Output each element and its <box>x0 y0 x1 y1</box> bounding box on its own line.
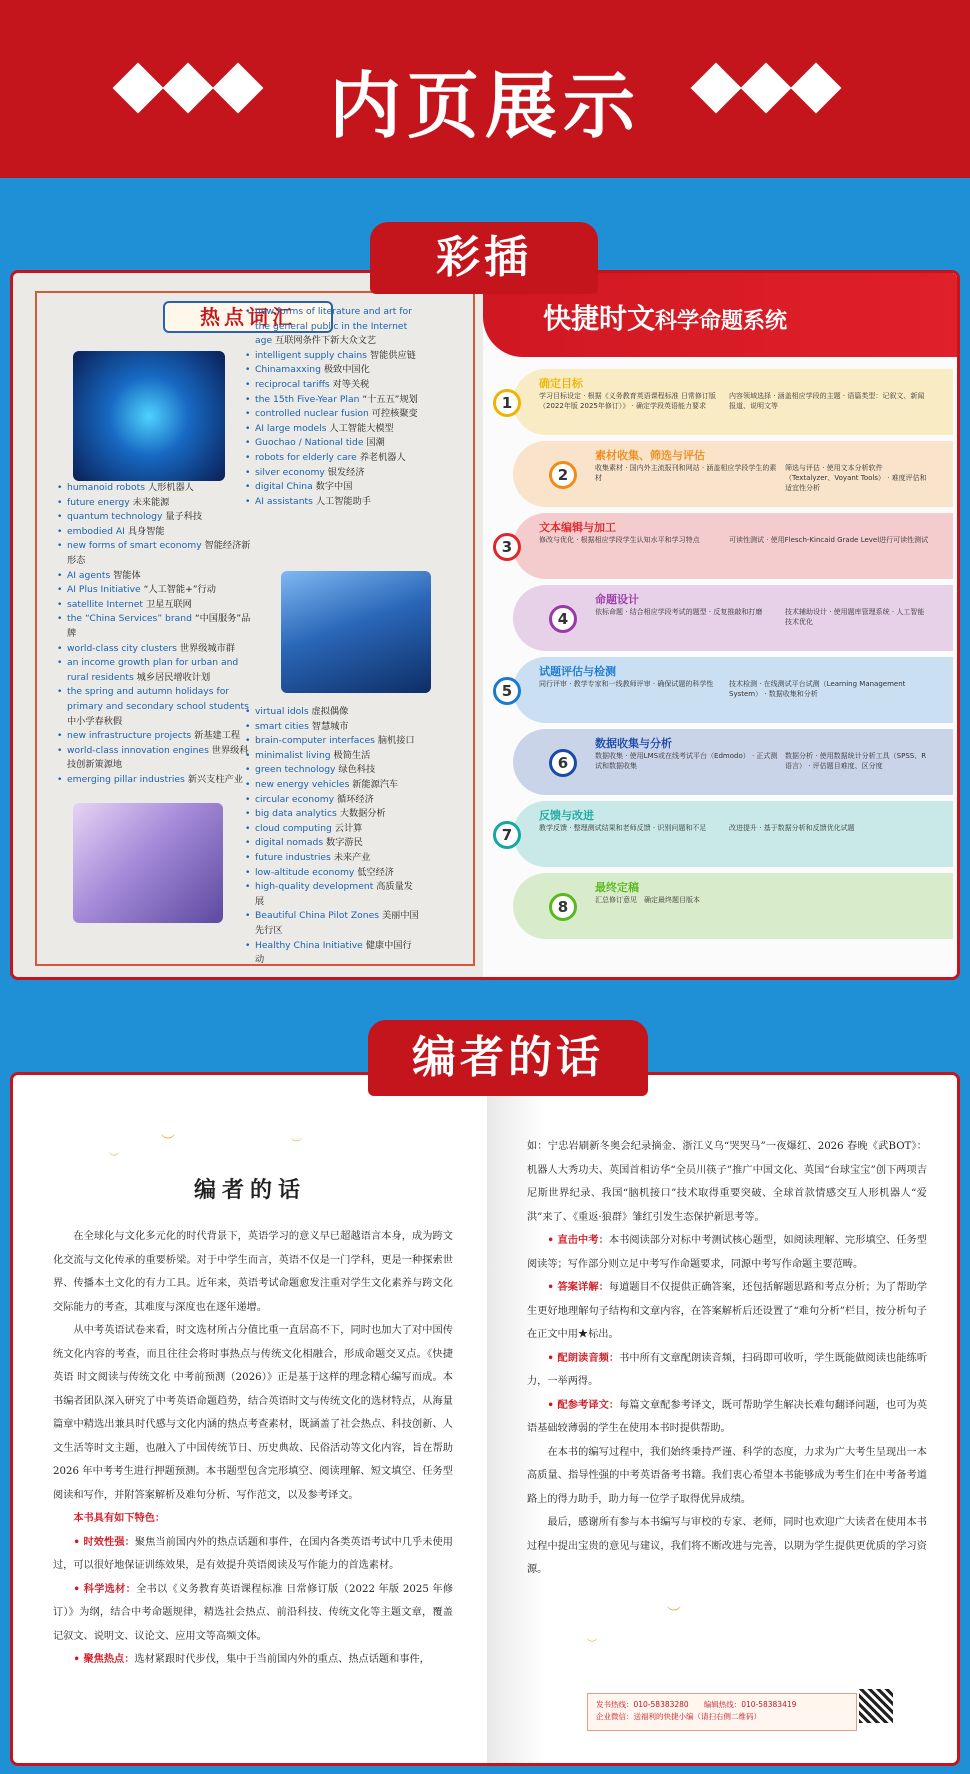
vocab-item <box>245 466 420 481</box>
vocab-chinese: 城乡居民增收计划 <box>133 671 211 683</box>
preface-left-text <box>53 1225 453 1672</box>
diamond-icon <box>691 63 742 114</box>
preface-paragraph: 如：宁忠岩刷新冬奥会纪录摘金、浙江义乌“哭哭马”一夜爆红、2026 春晚《武BOT》：机器人大秀功夫、英国首相访华“全员川筷子”推广中国文化、英国“台球宝宝”创下两项吉尼斯世界纪录、我国“脑机接口”技术取得重要突破、全球首款情感交互人形机器人“爱洪”来了、《重返·狼群》雏红引发生态保护新思考等。 <box>527 1141 927 1223</box>
vocab-chinese: 智能供应链 <box>366 349 416 361</box>
vocab-chinese: 美丽中国先行区 <box>255 910 419 936</box>
vocab-list-a <box>57 481 257 787</box>
vocab-item <box>245 866 420 881</box>
vocab-english: satellite Internet <box>67 598 143 610</box>
vocab-item <box>245 407 420 422</box>
vocab-chinese: “人工智能+”行动 <box>140 584 216 596</box>
process-step <box>483 513 953 579</box>
process-step <box>483 369 953 435</box>
vocab-english: future industries <box>255 851 331 863</box>
feature-label: 直击中考： <box>557 1234 609 1246</box>
vocab-english: emerging pillar industries <box>67 773 185 785</box>
vocab-item <box>245 807 420 822</box>
vocab-item <box>57 612 257 641</box>
vocab-english: Guochao / National tide <box>255 437 364 449</box>
vocab-english: minimalist living <box>255 749 331 761</box>
vocab-chinese: 中小学春秋假 <box>67 715 123 727</box>
book-spread-color-pages <box>10 270 960 980</box>
feature-bullet-icon: • <box>73 1582 84 1595</box>
vocab-chinese: 互联网条件下新大众文艺 <box>272 335 377 347</box>
vocab-english: world-class city clusters <box>67 642 177 654</box>
feature-text: 每道题目不仅提供正确答案，还包括解题思路和考点分析；为了帮助学生更好地理解句子结构和文章内容，在答案解析后还设置了“难句分析”栏目，按分析句子在正文中用★标出。 <box>527 1282 927 1340</box>
bird-icon: ︶ <box>667 1606 681 1622</box>
vocab-english: Chinamaxxing <box>255 364 321 376</box>
vocab-item <box>57 729 257 744</box>
vocab-english: the “China Services” brand <box>67 613 192 625</box>
system-page <box>483 273 960 977</box>
vocab-item <box>57 744 257 773</box>
vocab-item <box>245 363 420 378</box>
feature-label: 配参考译文： <box>557 1398 620 1411</box>
vocab-chinese: 极致中国化 <box>320 364 370 376</box>
process-step <box>483 585 953 651</box>
step-band <box>513 873 953 939</box>
vocab-item <box>57 481 257 496</box>
feature-text: 书中所有文章配朗读音频，扫码即可收听，学生既能做阅读也能练听力，一举两得。 <box>527 1352 927 1387</box>
illustration-car-image <box>281 571 431 693</box>
preface-paragraph: 最后，感谢所有参与本书编写与审校的专家、老师，同时也欢迎广大读者在使用本书过程中提出宝贵的意见与建议，我们将不断改进与完善，以期为学生提供更优质的学习资源。 <box>527 1517 927 1575</box>
step-number-badge: 6 <box>549 749 577 777</box>
vocab-english: new forms of literature and art for the general public in the Internet age <box>255 306 412 347</box>
feature-label: 答案详解： <box>557 1281 609 1293</box>
vocab-item <box>245 393 420 408</box>
vocab-chinese: 极简生活 <box>330 749 371 761</box>
book-spread-preface <box>10 1072 960 1766</box>
vocab-english: future energy <box>67 496 130 508</box>
vocab-english: embodied AI <box>67 525 125 537</box>
step-detail: 内容领域选择 · 涵盖相应学段的主题 · 语篇类型：记叙文、新闻报道、说明文等 <box>729 392 925 410</box>
vocab-item <box>245 909 420 938</box>
step-number-badge: 1 <box>493 389 521 417</box>
vocab-chinese: 智能体 <box>110 569 141 581</box>
vocab-english: humanoid robots <box>67 482 146 493</box>
vocab-chinese: 循环经济 <box>334 793 374 805</box>
vocab-chinese: 人工智能助手 <box>312 495 371 507</box>
step-title: 素材收集、筛选与评估 <box>595 449 705 462</box>
feature-paragraph <box>53 1531 453 1578</box>
vocab-chinese: 对等关税 <box>329 378 370 390</box>
step-detail: 改进提升 · 基于数据分析和反馈优化试题 <box>729 824 855 832</box>
vocab-english: virtual idols <box>255 706 309 717</box>
feature-label: 时效性强： <box>83 1535 135 1548</box>
vocab-english: circular economy <box>255 793 335 805</box>
step-number-badge: 8 <box>549 893 577 921</box>
vocab-item <box>245 880 420 909</box>
vocab-chinese: 国潮 <box>363 437 385 449</box>
system-title-main: 快捷时文 <box>543 302 656 335</box>
vocab-english: AI assistants <box>255 495 313 507</box>
vocab-item <box>245 778 420 793</box>
vocab-english: an income growth plan for urban and rural residents <box>67 657 239 683</box>
vocab-item <box>245 436 420 451</box>
vocab-chinese: 健康中国行动 <box>255 939 412 966</box>
vocab-chinese: 智能经济新形态 <box>67 540 251 566</box>
vocab-chinese: 量子科技 <box>162 511 203 523</box>
page-title: 内页展示 <box>328 64 641 148</box>
vocab-english: Beautiful China Pilot Zones <box>255 910 380 922</box>
vocab-item <box>245 939 420 968</box>
vocab-item <box>57 583 257 598</box>
feature-text: 聚焦当前国内外的热点话题和事件，在国内各类英语考试中几乎未使用过，可以很好地保证训练效果，是有效提升英语阅读及写作能力的首选素材。 <box>53 1536 453 1571</box>
vocab-english: AI agents <box>67 569 111 581</box>
hot-words-title: 热点词汇 <box>163 301 333 333</box>
step-detail: 依标命题 · 结合相应学段考试的题型 · 反复推敲和打磨 <box>595 608 763 616</box>
hot-words-page <box>13 273 483 977</box>
vocab-item <box>245 378 420 393</box>
vocab-item <box>245 749 420 764</box>
process-step <box>483 441 953 507</box>
vocab-item <box>245 734 420 749</box>
vocab-item <box>245 720 420 735</box>
illustration-robot-image <box>73 803 223 923</box>
vocab-chinese: 低空经济 <box>354 866 394 878</box>
qr-code-icon[interactable] <box>857 1687 895 1725</box>
system-title-sub: 科学命题系统 <box>655 309 788 334</box>
feature-bullet-icon: • <box>547 1234 558 1246</box>
step-detail: 可读性测试 · 使用Flesch-Kincaid Grade Level进行可读性测试 <box>729 536 929 544</box>
vocab-item <box>57 598 257 613</box>
vocab-english: robots for elderly care <box>255 451 357 463</box>
vocab-english: new infrastructure projects <box>67 730 192 742</box>
vocab-item <box>245 480 420 495</box>
vocab-chinese: 未来产业 <box>330 851 371 863</box>
vocab-english: new energy vehicles <box>255 778 350 790</box>
vocab-chinese: 未来能源 <box>129 496 170 508</box>
system-title <box>543 297 787 337</box>
vocab-item <box>245 705 420 720</box>
feature-paragraph <box>53 1648 453 1672</box>
step-number-badge: 5 <box>493 677 521 705</box>
step-number-badge: 4 <box>549 605 577 633</box>
vocab-english: AI large models <box>255 422 327 434</box>
vocab-item <box>245 822 420 837</box>
step-number-badge: 3 <box>493 533 521 561</box>
vocab-item <box>245 349 420 364</box>
step-detail: 收集素材 · 国内外主流报刊和网站 · 涵盖相应学段学生的素材 <box>595 464 777 482</box>
preface-title: 编者的话 <box>193 1177 306 1203</box>
vocab-chinese: 世界级科技创新策源地 <box>67 744 249 771</box>
feature-label: 科学选材： <box>83 1582 137 1595</box>
feature-text: 全书以《义务教育英语课程标准 日常修订版（2022 年版 2025 年修订）》为纲，结合中考命题规律，精选社会热点、前沿科技、传统文化等主题文章，覆盖记叙文、说明文、议论文、应用文等高频文体。 <box>53 1583 454 1642</box>
decor-diamonds-right <box>698 70 834 106</box>
preface-paragraph: 在全球化与文化多元化的时代背景下，英语学习的意义早已超越语言本身，成为跨文化交流与文化传承的重要桥梁。对于中学生而言，英语不仅是一门学科，更是一种探索世界、传播本土文化的有力工具。近年来，英语考试命题愈发注重对学生文化素养与跨文化交际能力的考查，其难度与深度也在逐年递增。 <box>53 1231 453 1313</box>
feature-bullet-icon: • <box>547 1281 558 1293</box>
step-title: 数据收集与分析 <box>595 737 672 750</box>
vocab-chinese: 新基建工程 <box>191 730 241 742</box>
feature-text: 每篇文章配参考译文，既可帮助学生解决长难句翻译问题，也可为英语基础较薄弱的学生在使用本书时提供帮助。 <box>527 1399 927 1434</box>
contact-box <box>587 1693 857 1731</box>
vocab-item <box>57 539 257 568</box>
vocab-chinese: “十五五”规划 <box>359 393 418 405</box>
vocab-english: brain-computer interfaces <box>255 735 375 747</box>
vocab-chinese: 卫星互联网 <box>143 598 192 610</box>
vocab-english: reciprocal tariffs <box>255 378 330 390</box>
vocab-chinese: 可控核聚变 <box>368 408 418 420</box>
vocab-item <box>57 496 257 511</box>
contact-line-2: 企业微信：送福利的快捷小编（请扫右侧二维码） <box>596 1712 761 1721</box>
diamond-icon <box>741 63 792 114</box>
bird-icon: ︶ <box>109 1153 119 1164</box>
vocab-english: new forms of smart economy <box>67 540 202 552</box>
feature-paragraph <box>527 1394 927 1441</box>
vocab-item <box>57 656 257 685</box>
step-detail: 修改与优化 · 根据相应学段学生认知水平和学习特点 <box>539 536 700 544</box>
vocab-chinese: 人形机器人 <box>145 482 194 493</box>
step-detail: 数据收集 · 使用LMS或在线考试平台（Edmodo） · 正式测试和数据收集 <box>595 752 778 770</box>
step-detail: 同行评审 · 教学专家和一线教师评审 · 确保试题的科学性 <box>539 680 714 688</box>
vocab-item <box>57 642 257 657</box>
illustration-cubes-image <box>73 351 225 481</box>
step-detail: 技术辅助设计 · 使用题库管理系统 · 人工智能技术优化 <box>785 608 925 626</box>
vocab-item <box>57 569 257 584</box>
feature-bullet-icon: • <box>547 1351 558 1364</box>
vocab-english: digital nomads <box>255 837 324 849</box>
preface-paragraph: 从中考英语试卷来看，时文选材所占分值比重一直居高不下，同时也加大了对中国传统文化内容的考查，而且往往会将时事热点与传统文化相融合，形成命题交叉点。《快捷英语 时文阅读与传统文化 中考前预测（2026）》正是基于这样的理念精心编写而成。本书编者团队深入研究了中考英语命题趋势，结合英语时文与传统文化的选材特点，从海量篇章中精选出兼具时代感与文化内涵的热点考查素材，既涵盖了社会热点、科技创新、人文生活等时文主题，也融入了中国传统节日、历史典故、民俗活动等文化内容，旨在帮助 2026 年中考考生进行押题预测。本书题型包含完形填空、阅读理解、短文填空、任务型阅读和写作，并附答案解析及难句分析、写作范文，以及参考译文。 <box>53 1325 453 1501</box>
vocab-chinese: 云计算 <box>331 822 363 834</box>
feature-text: 选材紧跟时代步伐，集中于当前国内外的重点、热点话题和事件， <box>134 1654 430 1665</box>
step-detail: 技术检测 · 在线测试平台试测（Learning Management System） · 数据收集和分析 <box>729 680 906 698</box>
vocab-chinese: 新能源汽车 <box>349 778 399 790</box>
vocab-item <box>57 510 257 525</box>
feature-text: 本书阅读部分对标中考测试核心题型，如阅读理解、完形填空、任务型阅读等；写作部分则立足中考写作命题要求，同源中考写作命题主要范畴。 <box>527 1235 927 1270</box>
vocab-chinese: 具身智能 <box>124 525 165 537</box>
section-tab-color-pages: 彩插 <box>370 222 598 294</box>
vocab-english: AI Plus Initiative <box>67 584 141 596</box>
step-number-badge: 2 <box>549 461 577 489</box>
diamond-icon <box>791 63 842 114</box>
step-title: 试题评估与检测 <box>539 665 616 678</box>
feature-paragraph <box>527 1276 927 1347</box>
vocab-chinese: 人工智能大模型 <box>326 422 394 434</box>
vocab-chinese: 数字中国 <box>312 481 353 493</box>
step-title: 最终定稿 <box>595 881 639 894</box>
vocab-list-b <box>245 305 420 509</box>
feature-bullet-icon: • <box>73 1535 84 1548</box>
step-detail: 汇总修订意见 确定最终题目版本 <box>595 896 700 904</box>
top-banner <box>0 0 970 178</box>
preface-paragraph: 在本书的编写过程中，我们始终秉持严谨、科学的态度，力求为广大考生呈现出一本高质量、指导性强的中考英语备考书籍。我们衷心希望本书能够成为考生们在中考备考道路上的得力助手，助力每一位学子取得优异成绩。 <box>527 1446 927 1505</box>
step-detail: 筛选与评估 · 使用文本分析软件（Textalyzer、Voyant Tools） · 难度评估和适宜性分析 <box>785 464 927 492</box>
vocab-chinese: 数字游民 <box>323 837 363 849</box>
feature-paragraph <box>53 1578 453 1649</box>
vocab-english: cloud computing <box>255 822 332 834</box>
vocab-chinese: 绿色科技 <box>335 764 376 776</box>
vocab-item <box>57 525 257 540</box>
step-detail: 教学反馈 · 整理测试结果和老师反馈 · 识别问题和不足 <box>539 824 707 832</box>
vocab-chinese: 银发经济 <box>324 466 365 478</box>
preface-left-page <box>13 1075 487 1763</box>
step-detail: 数据分析 · 使用数据统计分析工具（SPSS、R语言） · 评估题目难度、区分度 <box>785 752 927 770</box>
vocab-english: high-quality development <box>255 881 374 893</box>
bird-icon: ︶ <box>161 1134 175 1150</box>
preface-right-page <box>487 1075 960 1763</box>
step-detail: 学习目标设定 · 根据《义务教育英语课程标准 日常修订版（2022年版 2025年修订）》 · 确定学段英语能力要求 <box>539 392 716 410</box>
feature-label: 聚焦热点： <box>83 1653 135 1665</box>
vocab-english: controlled nuclear fusion <box>255 408 369 420</box>
vocab-item <box>245 422 420 437</box>
bird-icon: ︶ <box>291 1137 302 1150</box>
vocab-english: quantum technology <box>67 511 163 523</box>
step-title: 反馈与改进 <box>539 809 594 822</box>
feature-bullet-icon: • <box>73 1653 84 1665</box>
vocab-english: digital China <box>255 481 313 493</box>
vocab-chinese: “中国服务”品牌 <box>67 613 251 639</box>
vocab-english: the spring and autumn holidays for primary and secondary school students <box>67 686 249 712</box>
vocab-english: intelligent supply chains <box>255 349 367 361</box>
feature-paragraph <box>527 1229 927 1276</box>
features-heading: 本书具有如下特色： <box>73 1512 166 1524</box>
vocab-list-c <box>245 705 420 968</box>
vocab-chinese: 智慧城市 <box>308 720 349 732</box>
vocab-item <box>245 836 420 851</box>
vocab-item <box>245 763 420 778</box>
bird-icon: ︶ <box>587 1639 597 1650</box>
vocab-english: low-altitude economy <box>255 866 355 878</box>
vocab-chinese: 高质量发展 <box>255 881 413 907</box>
preface-right-text <box>527 1135 927 1582</box>
vocab-chinese: 新兴支柱产业 <box>184 773 243 785</box>
process-step <box>483 657 953 723</box>
vocab-english: world-class innovation engines <box>67 744 209 756</box>
vocab-chinese: 养老机器人 <box>356 451 406 463</box>
vocab-item <box>245 305 420 349</box>
vocab-item <box>245 495 420 510</box>
vocab-english: silver economy <box>255 466 325 478</box>
process-step <box>483 873 953 939</box>
process-step <box>483 801 953 867</box>
feature-bullet-icon: • <box>547 1398 558 1411</box>
step-title: 文本编辑与加工 <box>539 521 616 534</box>
vocab-chinese: 大数据分析 <box>336 808 386 820</box>
vocab-english: big data analytics <box>255 808 337 820</box>
vocab-english: Healthy China Initiative <box>255 939 363 951</box>
vocab-item <box>245 451 420 466</box>
feature-paragraph <box>527 1347 927 1394</box>
process-step <box>483 729 953 795</box>
vocab-english: the 15th Five-Year Plan <box>255 393 360 405</box>
step-number-badge: 7 <box>493 821 521 849</box>
step-title: 确定目标 <box>539 377 583 390</box>
feature-label: 配朗读音频： <box>557 1351 620 1364</box>
section-tab-preface: 编者的话 <box>368 1020 648 1096</box>
vocab-chinese: 世界级城市群 <box>176 642 235 654</box>
vocab-english: green technology <box>255 764 336 776</box>
vocab-item <box>57 685 257 729</box>
vocab-item <box>57 773 257 788</box>
vocab-chinese: 虚拟偶像 <box>308 706 349 717</box>
contact-line-1: 发书热线：010-58383280 编辑热线：010-58383419 <box>596 1700 797 1709</box>
vocab-english: smart cities <box>255 720 309 732</box>
vocab-item <box>245 851 420 866</box>
vocab-item <box>245 793 420 808</box>
vocab-chinese: 脑机接口 <box>374 735 415 747</box>
step-title: 命题设计 <box>595 593 639 606</box>
